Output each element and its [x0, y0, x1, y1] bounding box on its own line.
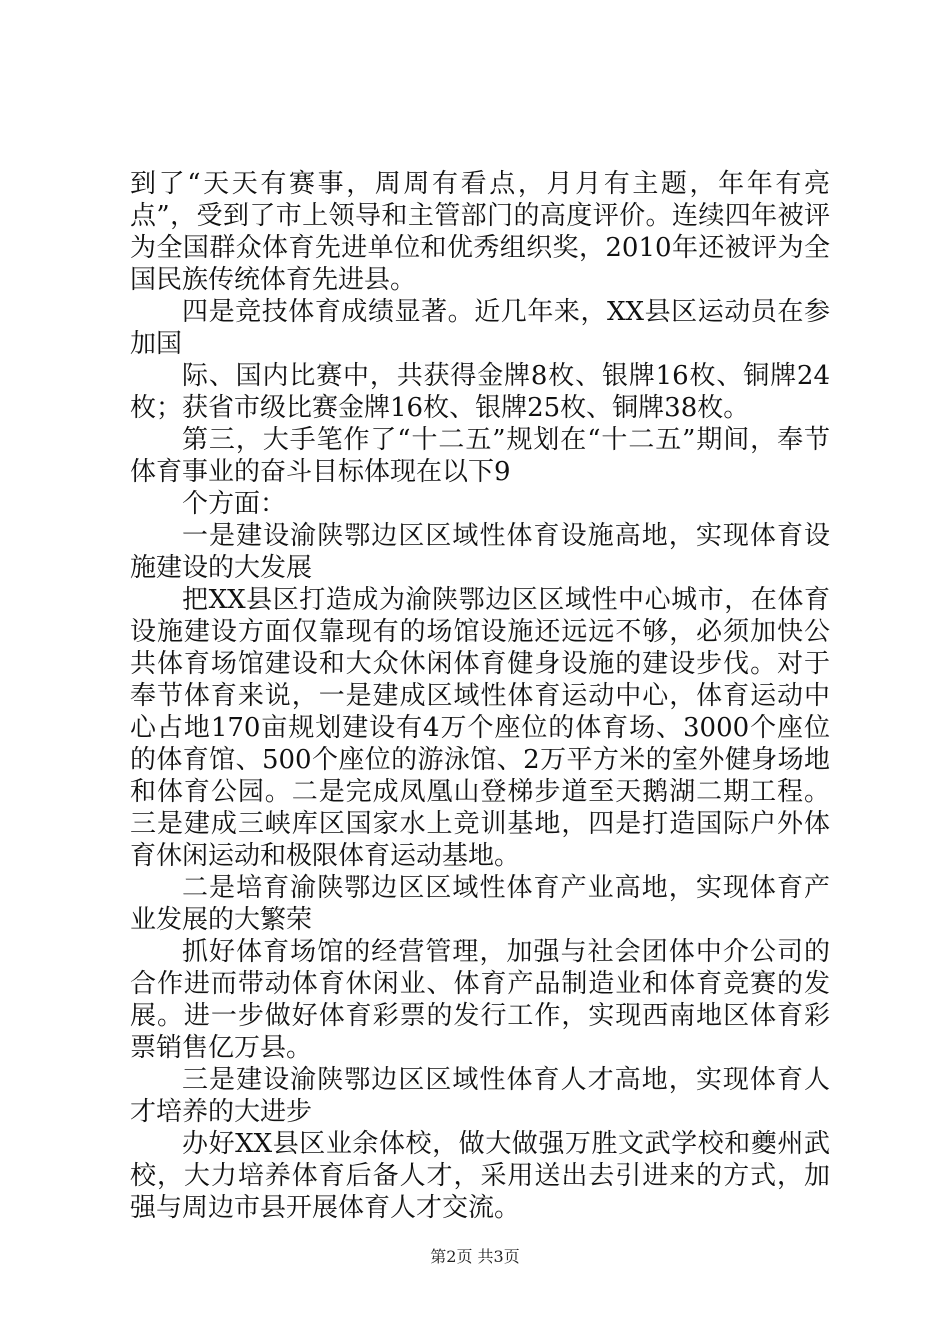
paragraph-7: 把XX县区打造成为渝陕鄂边区区域性中心城市，在体育设施建设方面仅靠现有的场馆设施还远远不够，必须加快公共体育场馆建设和大众休闲体育健身设施的建设步伐。对于奉节体育来说，一是建成区域性体育运动中心，体育运动中心占地170亩规划建设有4万个座位的体育场、3000个座位的体育馆、500个座位的游泳馆、2万平方米的室外健身场地和体育公园。二是完成凤凰山登梯步道至天鹅湖二期工程。三是建成三峡库区国家水上竞训基地，四是打造国际户外体育休闲运动和极限体育运动基地。: [130, 585, 830, 871]
paragraph-11: 办好XX县区业余体校，做大做强万胜文武学校和夔州武校，大力培养体育后备人才，采用送出去引进来的方式，加强与周边市县开展体育人才交流。: [130, 1129, 830, 1223]
document-body: [130, 168, 830, 1224]
paragraph-6: 一是建设渝陕鄂边区区域性体育设施高地，实现体育设施建设的大发展: [130, 521, 830, 583]
paragraph-4: 第三，大手笔作了“十二五”规划在“十二五”期间，奉节体育事业的奋斗目标体现在以下9: [130, 425, 830, 487]
paragraph-2: 四是竞技体育成绩显著。近几年来，XX县区运动员在参加国: [130, 297, 830, 359]
page-footer: 第2页 共3页: [430, 1247, 520, 1266]
paragraph-10: 三是建设渝陕鄂边区区域性体育人才高地，实现体育人才培养的大进步: [130, 1065, 830, 1127]
paragraph-8: 二是培育渝陕鄂边区区域性体育产业高地，实现体育产业发展的大繁荣: [130, 873, 830, 935]
paragraph-9: 抓好体育场馆的经营管理，加强与社会团体中介公司的合作进而带动体育休闲业、体育产品制造业和体育竞赛的发展。进一步做好体育彩票的发行工作，实现西南地区体育彩票销售亿万县。: [130, 937, 830, 1063]
paragraph-1: 到了“天天有赛事，周周有看点，月月有主题，年年有亮点”，受到了市上领导和主管部门的高度评价。连续四年被评为全国群众体育先进单位和优秀组织奖，2010年还被评为全国民族传统体育先进县。: [130, 169, 830, 295]
paragraph-5: 个方面：: [182, 489, 287, 519]
paragraph-3: 际、国内比赛中，共获得金牌8枚、银牌16枚、铜牌24枚；获省市级比赛金牌16枚、银牌25枚、铜牌38枚。: [130, 361, 830, 423]
